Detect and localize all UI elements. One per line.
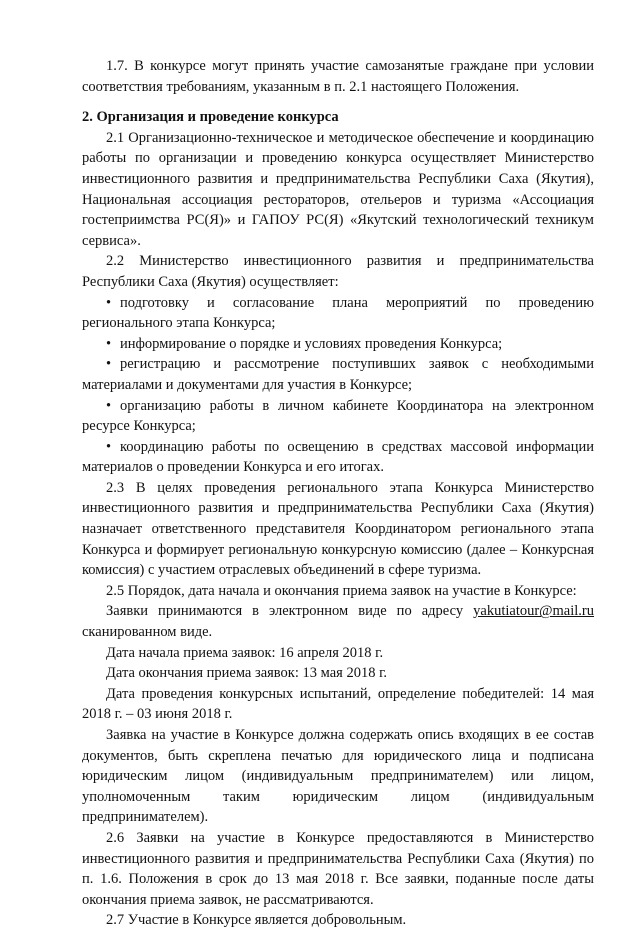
bullet-item — [82, 354, 594, 395]
start-date: Дата начала приема заявок: 16 апреля 2018 г. — [106, 644, 384, 661]
tests-dates: Дата проведения конкурсных испытаний, определение победителей: 14 мая 2018 г. – 03 июня 2018 г. — [82, 685, 594, 723]
paragraph-2-6: 2.6 Заявки на участие в Конкурсе предоставляются в Министерство инвестиционного развития и предпринимательства Республики Саха (Якутия) по п. 1.6. Положения в срок до 13 мая 2018 г. Все заявки, поданные после даты окончания приема заявок, не рассматриваются. — [82, 829, 594, 908]
paragraph-2-3: 2.3 В целях проведения регионального этапа Конкурса Министерство инвестиционного развития и предпринимательства Республики Саха (Якутия) назначает ответственного представителя Координатором регионального этапа Конкурса и формирует региональную конкурсную комиссию (далее – Конкурсная комиссия) с участием отраслевых объединений в сфере туризма. — [82, 479, 594, 579]
applications-paragraph — [82, 601, 594, 642]
section-2-title — [82, 107, 594, 128]
bullet-icon: • — [106, 397, 112, 414]
bullet-item — [82, 293, 594, 334]
bullet-item — [82, 396, 594, 437]
paragraph-2-5: 2.5 Порядок, дата начала и окончания приема заявок на участие в Конкурсе: — [106, 582, 577, 599]
email-link[interactable]: yakutiatour@mail.ru — [473, 603, 595, 620]
end-date: Дата окончания приема заявок: 13 мая 2018 г. — [106, 665, 388, 682]
bullet-text: информирование о порядке и условиях проведения Конкурса; — [120, 335, 503, 352]
bullet-text: координацию работы по освещению в средствах массовой информации материалов о проведении Конкурса и его итогах. — [82, 438, 594, 476]
bullet-text: организацию работы в личном кабинете Координатора на электронном ресурсе Конкурса; — [82, 397, 594, 435]
bullet-item — [82, 334, 594, 355]
paragraph-2-2: 2.2 Министерство инвестиционного развития и предпринимательства Республики Саха (Якутия) осуществляет: — [82, 253, 594, 290]
applications-suffix: сканированном виде. — [82, 624, 213, 641]
application-content: Заявка на участие в Конкурсе должна содержать опись входящих в ее состав документов, быть скреплена печатью для юридического лица и подписана юридическим лицом (индивидуальным предпринимателем) или лицом, уполномоченным таким юридическим лицом (индивидуальным предпринимателем). — [82, 727, 594, 826]
bullet-text: регистрацию и рассмотрение поступивших заявок с необходимыми материалами и документами для участия в Конкурсе; — [82, 356, 594, 393]
bullet-icon: • — [106, 438, 112, 455]
bullet-text: подготовку и согласование плана мероприятий по проведению регионального этапа Конкурса; — [82, 294, 594, 332]
bullet-item — [82, 437, 594, 478]
document-body — [82, 56, 594, 931]
section-2-title-text: 2. Организация и проведение конкурса — [82, 109, 339, 126]
paragraph-1-7: 1.7. В конкурсе могут принять участие самозанятые граждане при условии соответствия требованиям, указанным в п. 2.1 настоящего Положения. — [82, 58, 594, 95]
bullet-icon: • — [106, 335, 112, 352]
bullet-icon: • — [106, 294, 112, 311]
paragraph-2-1: 2.1 Организационно-техническое и методическое обеспечение и координацию работы по организации и проведению конкурса осуществляет Министерство инвестиционного развития и предпринимательства Республики Саха (Якутия), Национальная ассоциация рестораторов, отельеров и туризма «Ассоциация гостеприимства РС(Я)» и ГАПОУ РС(Я) «Якутский технологический техникум сервиса». — [82, 129, 594, 249]
applications-prefix: Заявки принимаются в электронном виде по адресу — [106, 603, 464, 620]
paragraph-2-7: 2.7 Участие в Конкурсе является добровольным. — [106, 912, 407, 929]
bullet-icon: • — [106, 356, 112, 373]
